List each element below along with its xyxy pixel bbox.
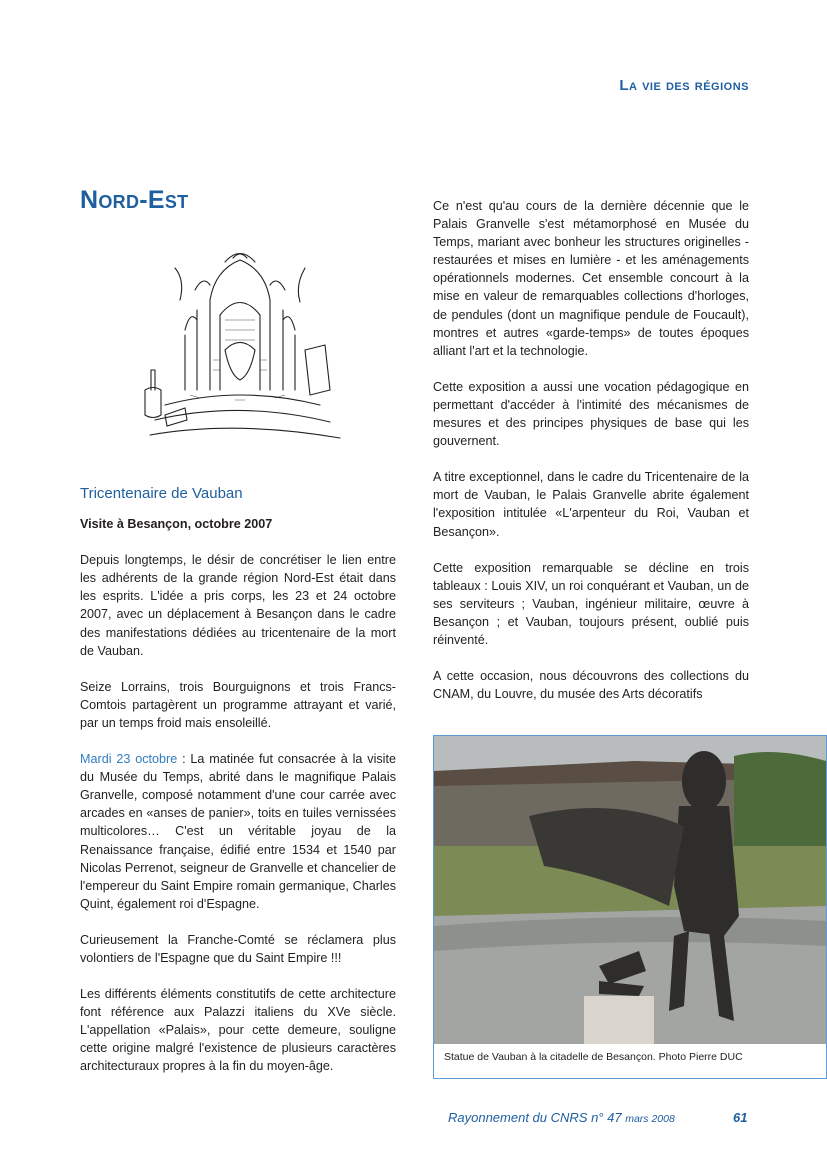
journal-title: Rayonnement du CNRS n° 47 <box>448 1110 622 1125</box>
page-number: 61 <box>733 1110 748 1125</box>
paragraph: Les différents éléments constitutifs de cette architecture font référence aux Palazzi italiens du XVe siècle. L'appellation «Palais», pour cette demeure, souligne cette origine malgré l'existence de plusieurs caractères architecturaux propres à la fin du moyen-âge. <box>80 987 396 1074</box>
paragraph <box>80 750 396 913</box>
left-column <box>80 485 396 1094</box>
paragraph: Cette exposition a aussi une vocation pédagogique en permettant d'accéder à l'intimité des mécanismes de mesures et des principes physiques de base qui les gouvernent. <box>433 379 749 449</box>
article-subhead: Visite à Besançon, octobre 2007 <box>80 517 273 532</box>
photo-frame <box>433 735 827 1079</box>
paragraph: Cette exposition remarquable se décline en trois tableaux : Louis XIV, un roi conquérant et Vauban, un de ses serviteurs ; Vauban, ingénieur militaire, œuvre à Besançon ; et Vauban, toujours présent, oublié puis réinventé. <box>433 560 749 647</box>
vauban-statue-photo <box>434 736 826 1044</box>
paragraph: Curieusement la Franche-Comté se réclamera plus volontiers de l'Espagne que du Saint Empire !!! <box>80 932 396 965</box>
article-subtitle: Tricentenaire de Vauban <box>80 485 243 502</box>
paragraph-text: : La matinée fut consacrée à la visite du Musée du Temps, abrité dans le magnifique Palais Granvelle, composé notamment d'une cour carrée avec arcades en «anses de panier», toits en tuiles vernissées multicolores… C'est un véritable joyau de la Renaissance française, édifié entre 1534 et 1540 par Nicolas Perrenot, seigneur de Granvelle et chancelier de l'empereur du Saint Empire romain germanique, Charles Quint, également roi d'Espagne. <box>80 752 396 911</box>
section-header: La vie des régions <box>619 77 749 94</box>
paragraph: Seize Lorrains, trois Bourguignons et trois Francs-Comtois partagèrent un programme attrayant et varié, par un temps froid mais ensoleillé. <box>80 679 396 730</box>
right-column <box>433 197 749 721</box>
paragraph: Ce n'est qu'au cours de la dernière décennie que le Palais Granvelle s'est métamorphosé en Musée du Temps, mariant avec bonheur les structures originelles - restaurées et mises en lumière - et les aménagements opérationnels modernes. Cet ensemble concourt à la mise en valeur de remarquables collections d'horloges, de pendules (dont un magnifique pendule de Foucault), montres et autres «garde-temps» de toutes époques alliant l'art et la technologie. <box>433 199 749 358</box>
photo-caption: Statue de Vauban à la citadelle de Besançon. Photo Pierre DUC <box>444 1051 743 1063</box>
journal-date: mars 2008 <box>625 1113 675 1125</box>
footer-journal <box>448 1110 675 1125</box>
date-highlight: Mardi 23 octobre <box>80 752 178 767</box>
paragraph: Depuis longtemps, le désir de concrétiser le lien entre les adhérents de la grande région Nord-Est était dans les esprits. L'idée a pris corps, les 23 et 24 octobre 2007, avec un déplacement à Besançon dans le cadre des manifestations dédiées au tricentenaire de la mort de Vauban. <box>80 553 396 658</box>
paragraph: A cette occasion, nous découvrons des collections du CNAM, du Louvre, du musée des Arts décoratifs <box>433 669 749 702</box>
region-title: Nord-Est <box>80 186 189 214</box>
fountain-sketch <box>125 240 355 455</box>
paragraph: A titre exceptionnel, dans le cadre du Tricentenaire de la mort de Vauban, le Palais Granvelle abrite également l'exposition intitulée «L'arpenteur du Roi, Vauban et Besançon». <box>433 470 749 539</box>
